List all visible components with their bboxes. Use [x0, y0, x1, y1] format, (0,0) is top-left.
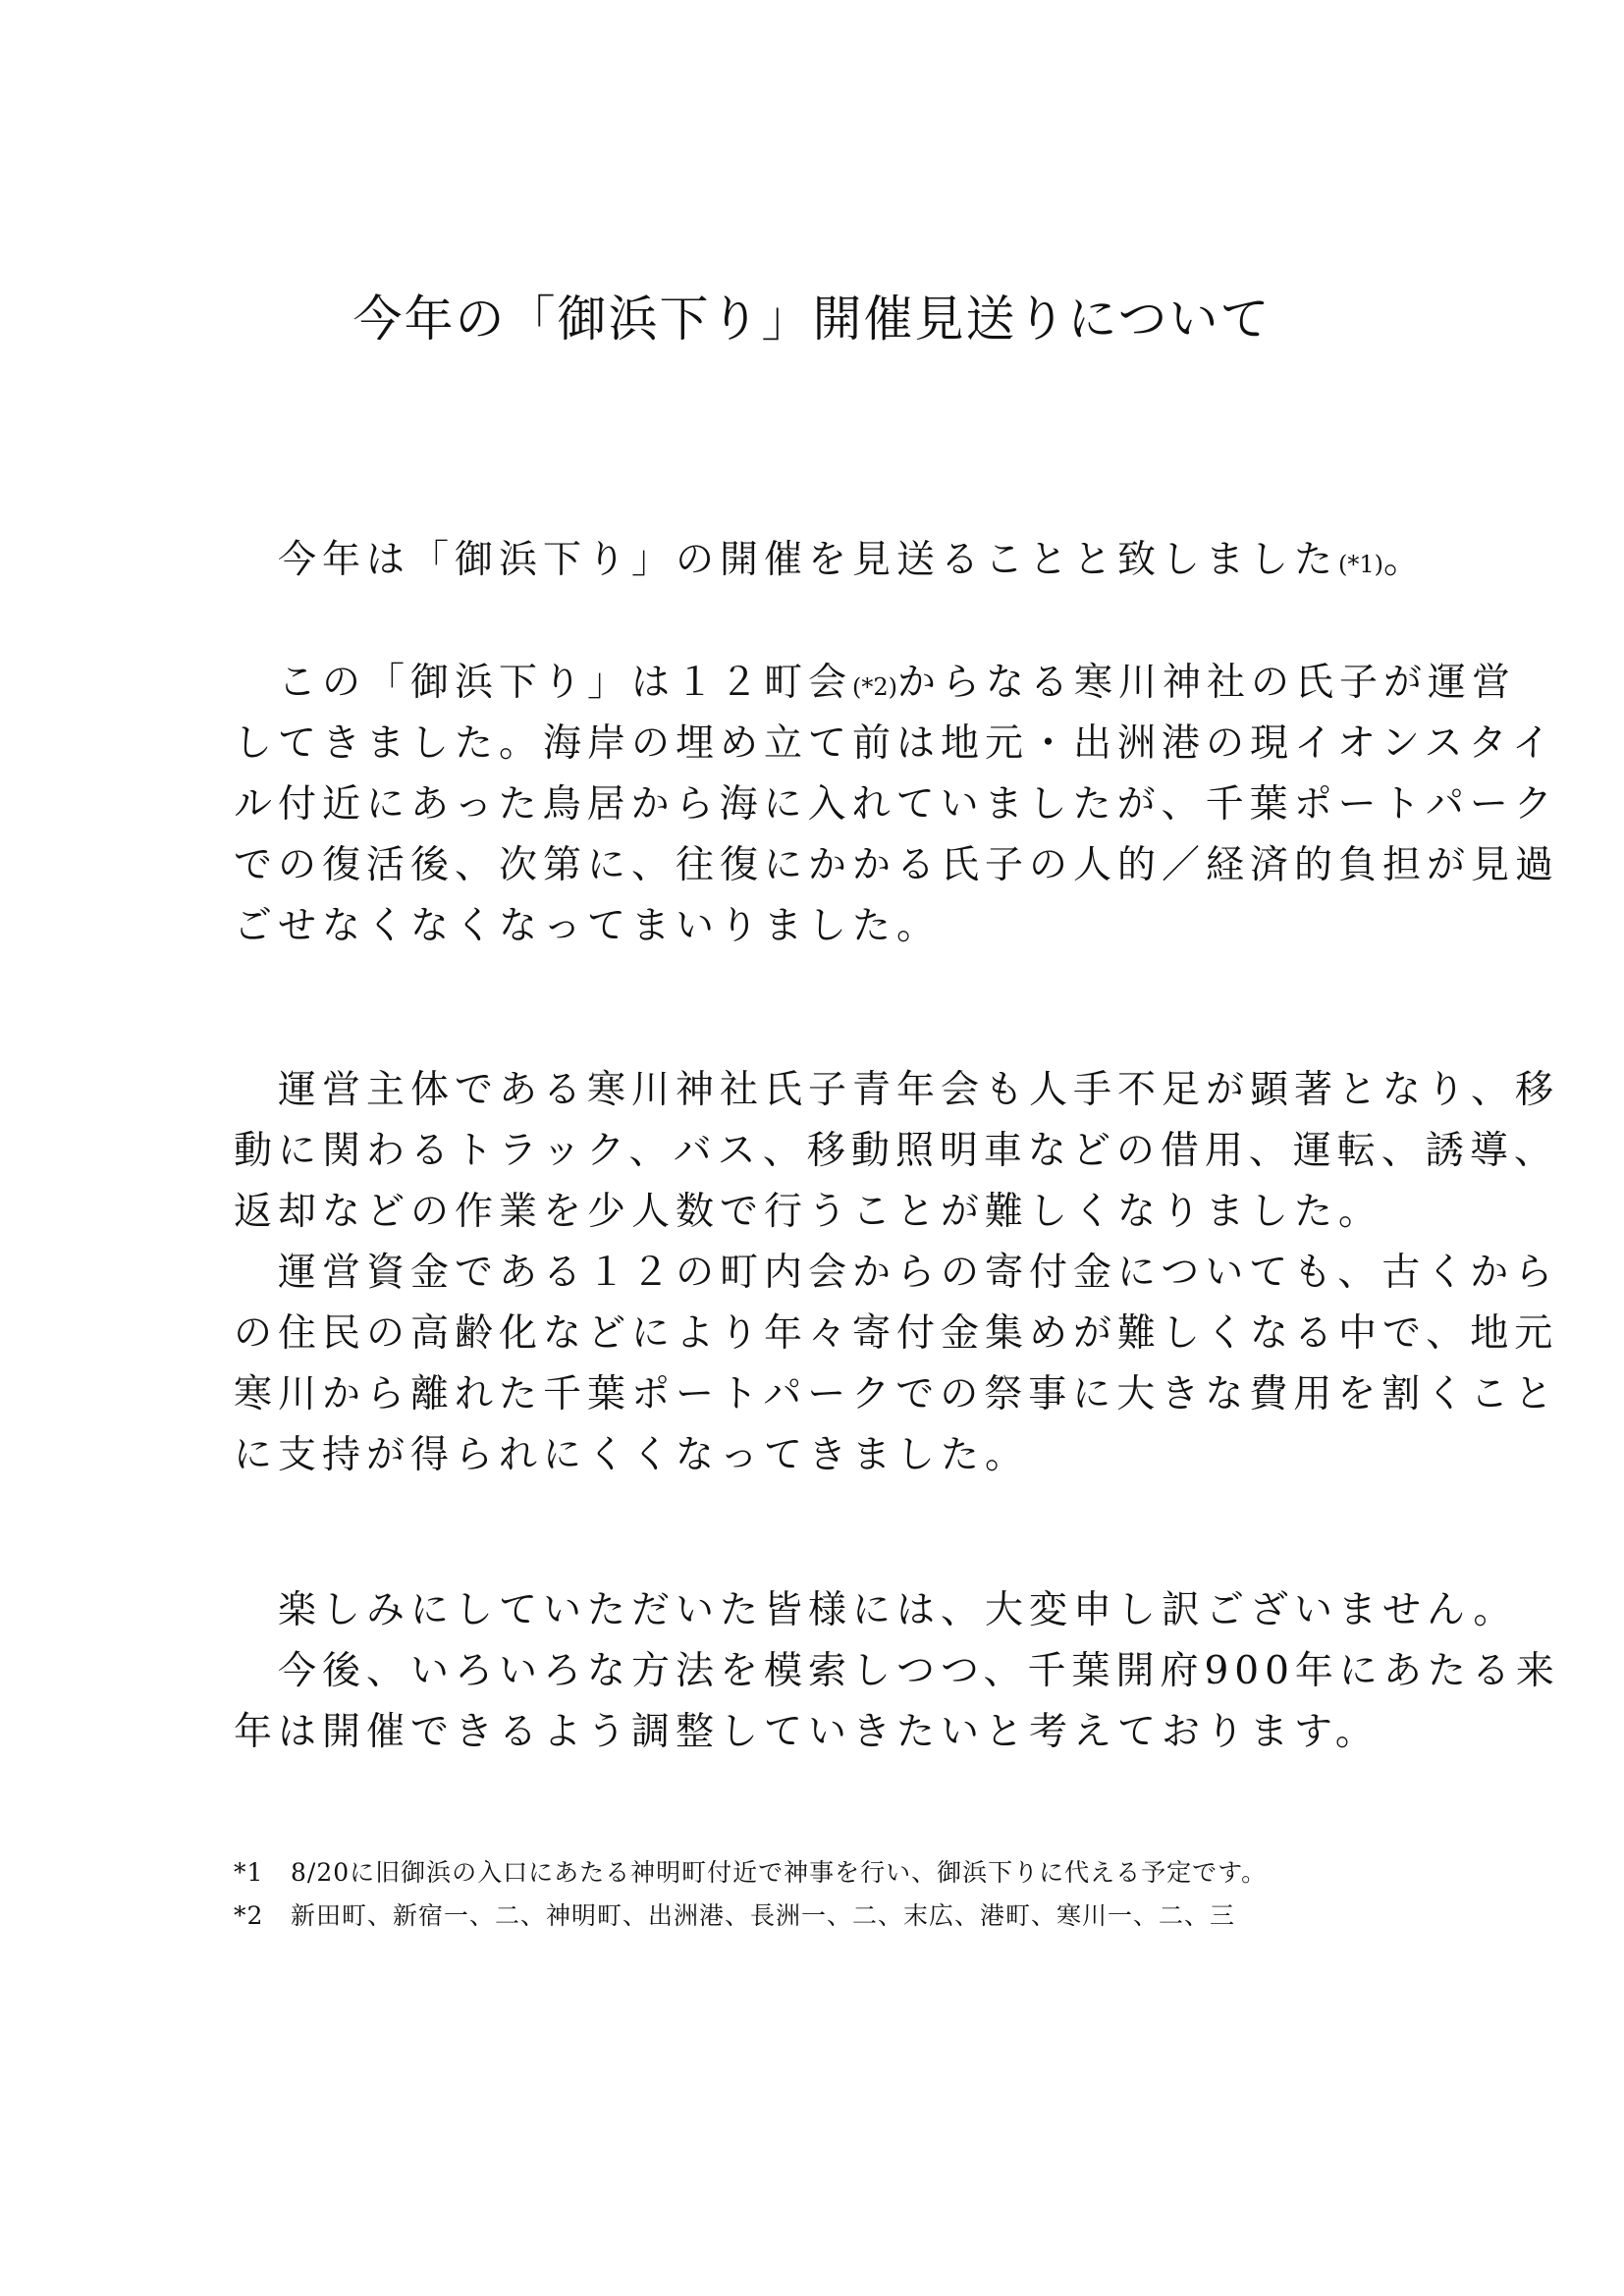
footnotes — [234, 1851, 1392, 1938]
footnote-ref-2: (*2) — [852, 673, 898, 701]
paragraph-3 — [234, 1060, 1560, 1486]
paragraph-line: 寒川から離れた千葉ポートパークでの祭事に大きな費用を割くこと — [234, 1372, 1559, 1416]
paragraph-line: 楽しみにしていただいた皆様には、大変申し訳ございません。 — [234, 1588, 1518, 1632]
paragraph-line: 運営資金である１２の町内会からの寄付金についても、古くから — [234, 1251, 1559, 1295]
paragraph-line: に支持が得られにくくなってきました。 — [234, 1433, 1030, 1477]
page-title: 今年の「御浜下り」開催見送りについて — [352, 291, 1272, 347]
paragraph-4 — [234, 1580, 1560, 1763]
footnote-mark: *2 — [234, 1901, 264, 1930]
paragraph-line: での復活後、次第に、往復にかかる氏子の人的／経済的負担が見過 — [234, 843, 1560, 887]
paragraph-line: 年は開催できるよう調整していきたいと考えております。 — [234, 1710, 1380, 1754]
paragraph-line: 運営主体である寒川神社氏子青年会も人手不足が顕著となり、移 — [234, 1068, 1560, 1112]
footnote-text: 8/20に旧御浜の入口にあたる神明町付近で神事を行い、御浜下りに代える予定です。 — [291, 1858, 1268, 1887]
paragraph-line: 動に関わるトラック、バス、移動照明車などの借用、運転、誘導、 — [234, 1129, 1558, 1173]
paragraph-line: 今年は「御浜下り」の開催を見送ることと致しました(*1)。 — [234, 538, 1429, 582]
paragraph-line: 返却などの作業を少人数で行うことが難しくなりました。 — [234, 1190, 1383, 1234]
footnote-1 — [234, 1851, 1392, 1895]
paragraph-line: ごせなくなくなってまいりました。 — [234, 904, 942, 948]
footnote-2 — [234, 1895, 1392, 1938]
paragraph-line: 今後、いろいろな方法を模索しつつ、千葉開府900年にあたる来 — [234, 1649, 1560, 1693]
paragraph-1 — [234, 530, 1429, 591]
paragraph-2 — [234, 653, 1560, 957]
footnote-mark: *1 — [234, 1858, 264, 1887]
footnote-text: 新田町、新宿一、二、神明町、出洲港、長洲一、二、末広、港町、寒川一、二、三 — [291, 1901, 1236, 1930]
footnote-ref-1: (*1) — [1338, 551, 1384, 578]
paragraph-line: この「御浜下り」は１２町会(*2)からなる寒川神社の氏子が運営 — [234, 661, 1517, 705]
paragraph-line: してきました。海岸の埋め立て前は地元・出洲港の現イオンスタイ — [234, 721, 1556, 766]
paragraph-line: ル付近にあった鳥居から海に入れていましたが、千葉ポートパーク — [234, 782, 1558, 827]
paragraph-line: の住民の高齢化などにより年々寄付金集めが難しくなる中で、地元 — [234, 1311, 1559, 1356]
